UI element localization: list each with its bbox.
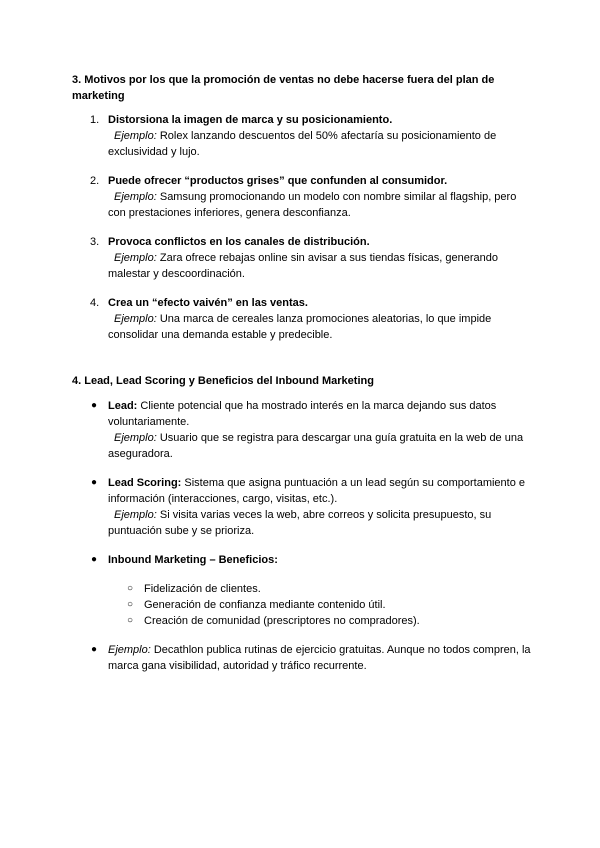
example-text: Rolex lanzando descuentos del 50% afectaría su posicionamiento de exclusividad y lujo. [108,130,497,158]
section-4-list [72,398,532,674]
example-text: Si visita varias veces la web, abre correos y solicita presupuesto, su puntuación sube y se prioriza. [108,509,492,537]
final-example-text: Decathlon publica rutinas de ejercicio gratuitas. Aunque no todos compren, la marca gana visibilidad, autoridad y tráfico recurrente. [108,644,531,672]
section-3-item-2 [72,173,532,221]
example-label: Ejemplo: [114,130,157,142]
list-number: 2. [90,175,100,187]
item-title: Crea un “efecto vaivén” en las ventas. [108,297,308,309]
lead-definition: Cliente potencial que ha mostrado interés en la marca dejando sus datos voluntariamente. [108,400,497,428]
example-text: Samsung promocionando un modelo con nombre similar al flagship, pero con prestaciones inferiores, genera desconfianza. [108,191,517,219]
circle-bullet-icon: ○ [127,615,134,626]
lead-term: Lead: [108,400,138,412]
bullet-icon: ● [91,477,98,488]
example-label: Ejemplo: [114,313,157,325]
section-3-list [72,112,532,343]
circle-bullet-icon: ○ [127,599,134,610]
example-label: Ejemplo: [114,252,157,264]
section-3-item-3 [72,234,532,282]
example-label: Ejemplo: [114,509,157,521]
section-3-item-4 [72,295,532,343]
list-number: 4. [90,297,100,309]
example-text: Zara ofrece rebajas online sin avisar a sus tiendas físicas, generando malestar y descoordinación. [108,252,498,280]
item-title: Provoca conflictos en los canales de distribución. [108,236,370,248]
lead-scoring-example [108,507,532,539]
benefit-item [108,613,532,629]
example-text: Usuario que se registra para descargar una guía gratuita en la web de una aseguradora. [108,432,524,460]
lead-example [108,430,532,462]
inbound-term: Inbound Marketing – Beneficios: [108,554,278,566]
section-3-item-1 [72,112,532,160]
benefit-item [108,581,532,597]
section-4-title: 4. Lead, Lead Scoring y Beneficios del Inbound Marketing [72,375,374,387]
lead-scoring-term: Lead Scoring: [108,477,182,489]
list-number: 1. [90,114,100,126]
inbound-item [72,552,532,629]
example-text: Una marca de cereales lanza promociones aleatorias, lo que impide consolidar una demanda estable y predecible. [108,313,492,341]
list-number: 3. [90,236,100,248]
item-example [108,250,532,282]
example-label: Ejemplo: [114,191,157,203]
document-page [72,72,532,687]
final-example-item [72,642,532,674]
lead-scoring-item [72,475,532,539]
bullet-icon: ● [91,554,98,565]
item-example [108,189,532,221]
item-title: Distorsiona la imagen de marca y su posicionamiento. [108,114,393,126]
benefit-text: Generación de confianza mediante contenido útil. [144,599,386,611]
example-label: Ejemplo: [108,644,151,656]
example-label: Ejemplo: [114,432,157,444]
item-example [108,128,532,160]
circle-bullet-icon: ○ [127,583,134,594]
benefit-item [108,597,532,613]
item-example [108,311,532,343]
section-4 [72,373,532,674]
section-3-title: 3. Motivos por los que la promoción de ventas no debe hacerse fuera del plan de marketing [72,74,495,102]
item-title: Puede ofrecer “productos grises” que confunden al consumidor. [108,175,448,187]
benefit-text: Creación de comunidad (prescriptores no compradores). [144,615,420,627]
bullet-icon: ● [91,400,98,411]
lead-item [72,398,532,462]
benefit-text: Fidelización de clientes. [144,583,261,595]
bullet-icon: ● [91,644,98,655]
benefits-list [108,581,532,629]
lead-scoring-definition: Sistema que asigna puntuación a un lead según su comportamiento e información (interacciones, cargo, visitas, etc.). [108,477,526,505]
